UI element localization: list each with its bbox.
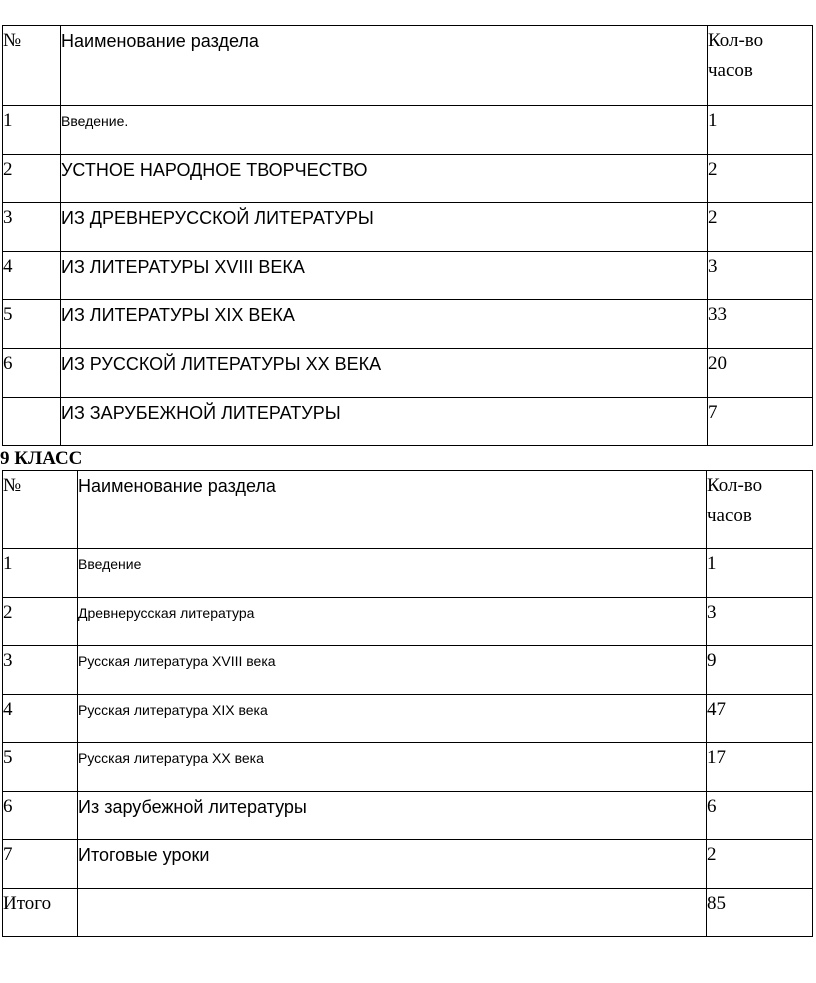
row-hours: 20: [708, 348, 813, 397]
table-row: [3, 840, 813, 889]
total-label: Итого: [3, 888, 78, 937]
row-num: 1: [3, 549, 78, 598]
row-num: 5: [3, 743, 78, 792]
row-num: 4: [3, 694, 78, 743]
row-hours: 2: [707, 840, 813, 889]
row-num: 6: [3, 791, 78, 840]
table-row: [3, 251, 813, 300]
header-hours: [707, 471, 813, 549]
header-name: Наименование раздела: [61, 26, 708, 106]
total-name: [78, 888, 707, 937]
header-num: №: [3, 26, 61, 106]
curriculum-table-2: [2, 470, 813, 937]
row-num: 5: [3, 300, 61, 349]
header-hours: [708, 26, 813, 106]
row-hours: 47: [707, 694, 813, 743]
table-header-row: [3, 26, 813, 106]
row-name: Русская литература XVIII века: [78, 646, 707, 695]
table-row: [3, 549, 813, 598]
row-hours: 1: [708, 106, 813, 155]
row-hours: 7: [708, 397, 813, 446]
table-row: [3, 694, 813, 743]
row-name: Русская литература XIX века: [78, 694, 707, 743]
row-num: 6: [3, 348, 61, 397]
row-num: 3: [3, 646, 78, 695]
table-row: [3, 791, 813, 840]
row-num: 2: [3, 597, 78, 646]
table-row: [3, 203, 813, 252]
header-num: №: [3, 471, 78, 549]
table-row: [3, 743, 813, 792]
total-hours: 85: [707, 888, 813, 937]
row-name: Древнерусская литература: [78, 597, 707, 646]
row-hours: 2: [708, 154, 813, 203]
table-row: [3, 597, 813, 646]
row-hours: 3: [708, 251, 813, 300]
table-header-row: [3, 471, 813, 549]
row-name: ИЗ ЛИТЕРАТУРЫ XVIII ВЕКА: [61, 251, 708, 300]
row-num: 1: [3, 106, 61, 155]
row-num: 4: [3, 251, 61, 300]
row-name: ИЗ ЛИТЕРАТУРЫ XIX ВЕКА: [61, 300, 708, 349]
row-name: Итоговые уроки: [78, 840, 707, 889]
row-num: 7: [3, 840, 78, 889]
table-row: [3, 106, 813, 155]
row-name: ИЗ РУССКОЙ ЛИТЕРАТУРЫ XX ВЕКА: [61, 348, 708, 397]
curriculum-table-1: [2, 25, 813, 446]
row-num: 3: [3, 203, 61, 252]
row-name: Введение.: [61, 106, 708, 155]
table-row: [3, 300, 813, 349]
row-hours: 3: [707, 597, 813, 646]
row-hours: 2: [708, 203, 813, 252]
row-name: ИЗ ДРЕВНЕРУССКОЙ ЛИТЕРАТУРЫ: [61, 203, 708, 252]
header-name: Наименование раздела: [78, 471, 707, 549]
table-total-row: [3, 888, 813, 937]
row-hours: 9: [707, 646, 813, 695]
row-name: Из зарубежной литературы: [78, 791, 707, 840]
header-hours-line2: часов: [708, 60, 753, 81]
row-name: Введение: [78, 549, 707, 598]
row-name: Русская литература XX века: [78, 743, 707, 792]
section-title: 9 КЛАСС: [0, 448, 83, 469]
row-name: ИЗ ЗАРУБЕЖНОЙ ЛИТЕРАТУРЫ: [61, 397, 708, 446]
row-hours: 1: [707, 549, 813, 598]
table-row: [3, 397, 813, 446]
table-row: [3, 348, 813, 397]
header-hours-line1: Кол-во: [708, 30, 764, 51]
header-hours-line2: часов: [707, 505, 752, 526]
row-hours: 17: [707, 743, 813, 792]
header-hours-line1: Кол-во: [707, 475, 763, 496]
row-num: [3, 397, 61, 446]
table-row: [3, 154, 813, 203]
row-name: УСТНОЕ НАРОДНОЕ ТВОРЧЕСТВО: [61, 154, 708, 203]
table-row: [3, 646, 813, 695]
row-hours: 6: [707, 791, 813, 840]
row-num: 2: [3, 154, 61, 203]
row-hours: 33: [708, 300, 813, 349]
